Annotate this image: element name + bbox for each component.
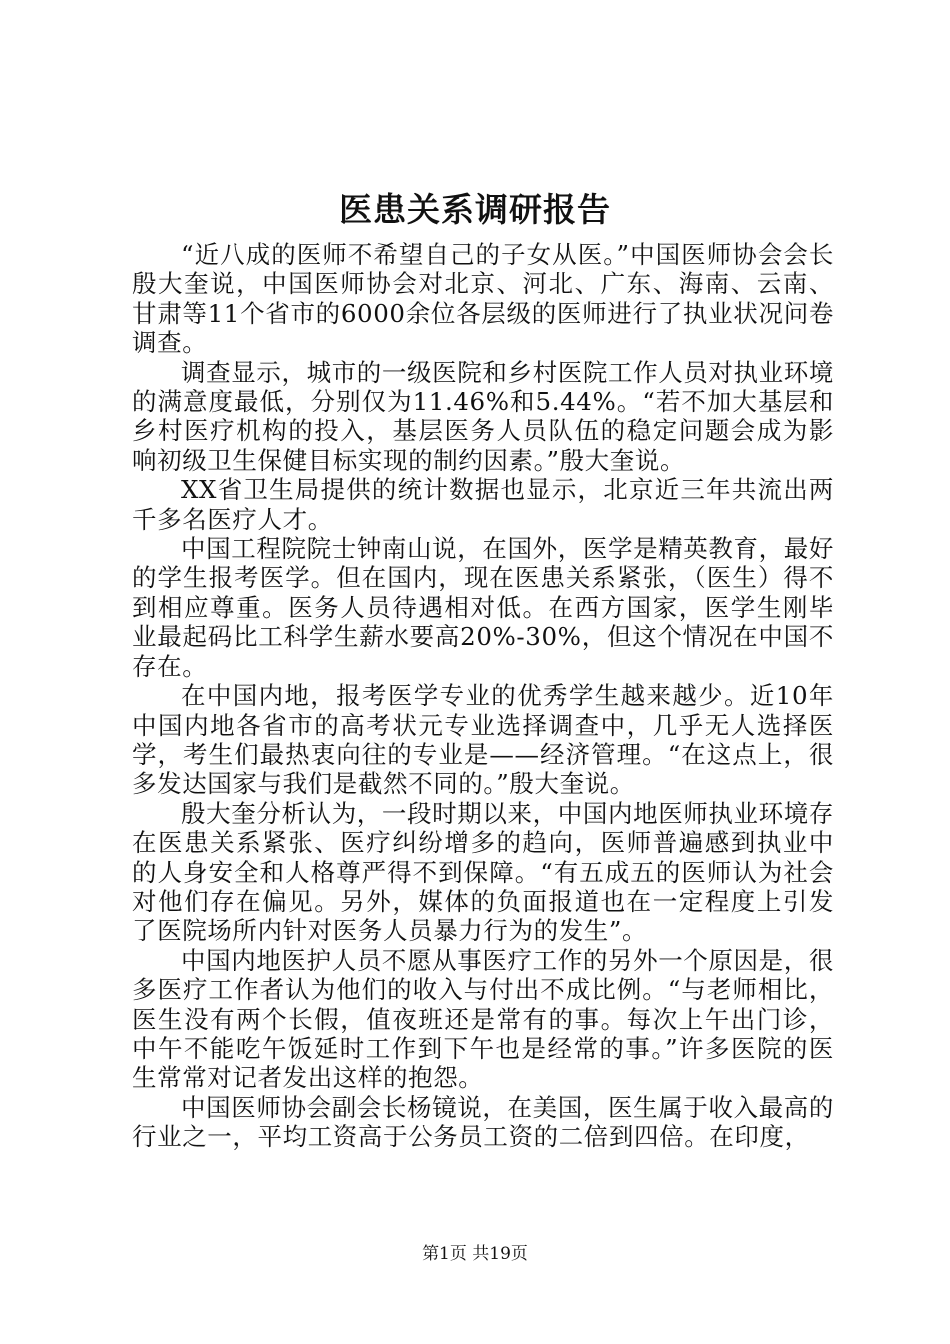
- paragraph-1: “近八成的医师不希望自己的子女从医。”中国医师协会会长殷大奎说，中国医师协会对北京、河北、广东、海南、云南、甘肃等11个省市的6000余位各层级的医师进行了执业状况问卷调查。: [132, 240, 834, 358]
- page-number-footer: 第1页 共19页: [422, 1244, 528, 1264]
- paragraph-6: 殷大奎分析认为，一段时期以来，中国内地医师执业环境存在医患关系紧张、医疗纠纷增多的趋向，医师普遍感到执业中的人身安全和人格尊严得不到保障。“有五成五的医师认为社会对他们存在偏见。另外，媒体的负面报道也在一定程度上引发了医院场所内针对医务人员暴力行为的发生”。: [132, 798, 834, 946]
- paragraph-5: 在中国内地，报考医学专业的优秀学生越来越少。近10年中国内地各省市的高考状元专业选择调查中，几乎无人选择医学，考生们最热衷向往的专业是——经济管理。“在这点上，很多发达国家与我们是截然不同的。”殷大奎说。: [132, 681, 834, 799]
- paragraph-8: 中国医师协会副会长杨镜说，在美国，医生属于收入最高的行业之一，平均工资高于公务员工资的二倍到四倍。在印度，: [132, 1092, 834, 1152]
- document-body: [132, 240, 834, 1152]
- document-title: 医患关系调研报告: [339, 190, 611, 229]
- paragraph-7: 中国内地医护人员不愿从事医疗工作的另外一个原因是，很多医疗工作者认为他们的收入与付出不成比例。“与老师相比，医生没有两个长假，值夜班还是常有的事。每次上午出门诊，中午不能吃午饭延时工作到下午也是经常的事。”许多医院的医生常常对记者发出这样的抱怨。: [132, 945, 834, 1093]
- paragraph-3: XX省卫生局提供的统计数据也显示，北京近三年共流出两千多名医疗人才。: [132, 475, 834, 534]
- paragraph-2: 调查显示，城市的一级医院和乡村医院工作人员对执业环境的满意度最低，分别仅为11.46%和5.44%。“若不加大基层和乡村医疗机构的投入，基层医务人员队伍的稳定问题会成为影响初级卫生保健目标实现的制约因素。”殷大奎说。: [132, 357, 834, 475]
- paragraph-4: 中国工程院院士钟南山说，在国外，医学是精英教育，最好的学生报考医学。但在国内，现在医患关系紧张，（医生）得不到相应尊重。医务人员待遇相对低。在西方国家，医学生刚毕业最起码比工科学生薪水要高20%-30%，但这个情况在中国不存在。: [132, 534, 834, 681]
